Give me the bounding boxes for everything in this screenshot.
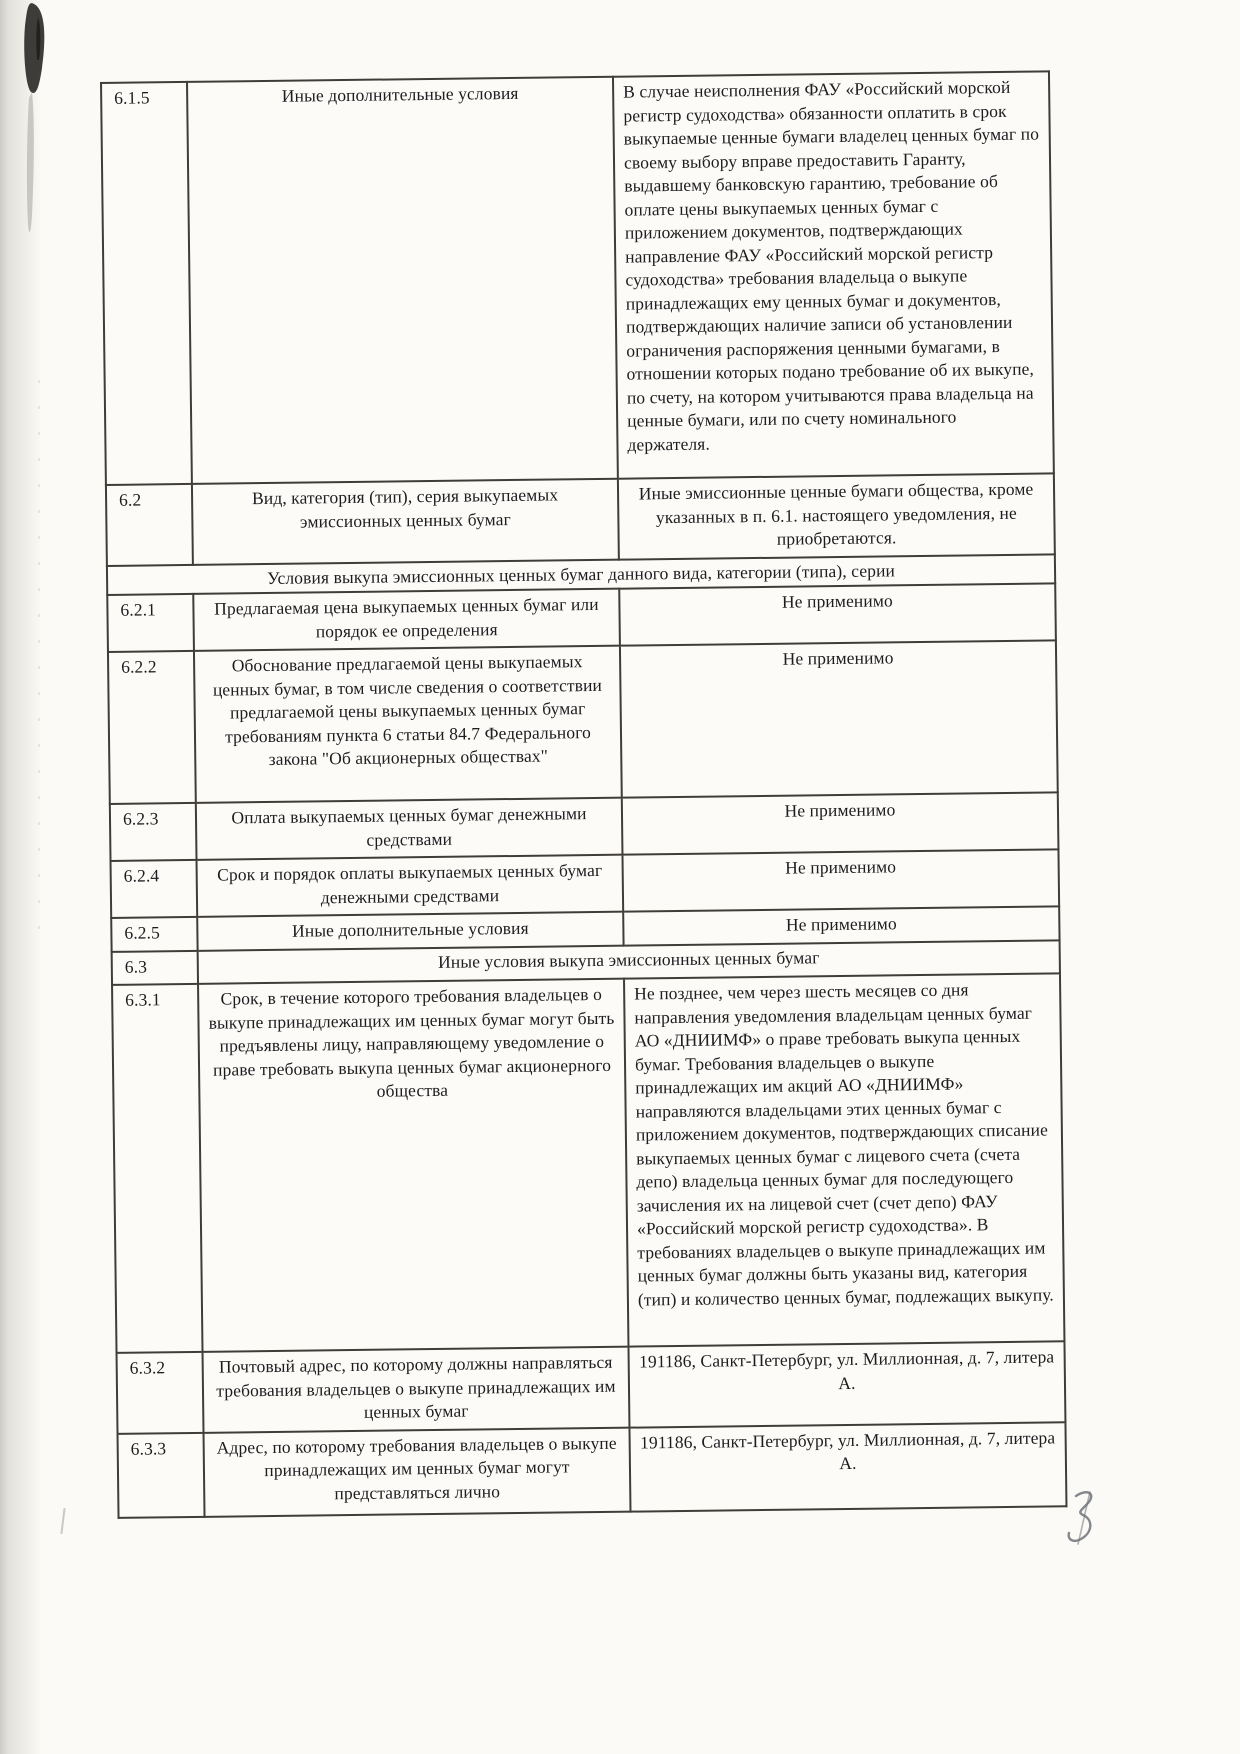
cell-label: Срок, в течение которого требования владельцев о выкупе принадлежащих им ценных бумаг могут быть предъявлены лицу, направляющему уведомление о праве требовать выкупа ценных бумаг акционерного общества — [198, 979, 628, 1352]
cell-value: Не применимо — [620, 640, 1058, 797]
cell-number: 6.2.1 — [107, 594, 194, 652]
cell-value: Иные эмиссионные ценные бумаги общества, кроме указанных в п. 6.1. настоящего уведомления, не приобретаются. — [618, 473, 1055, 559]
cell-number: 6.2.3 — [110, 803, 197, 861]
cell-label: Вид, категория (тип), серия выкупаемых эмиссионных ценных бумаг — [192, 479, 619, 565]
table-row — [108, 640, 1058, 804]
cell-label: Оплата выкупаемых ценных бумаг денежными средствами — [196, 798, 623, 860]
cell-number: 6.1.5 — [101, 82, 192, 485]
cell-label: Почтовый адрес, по которому должны направляться требования владельцев о выкупе принадлежащих им ценных бумаг — [203, 1347, 630, 1433]
ink-smudge-icon — [8, 0, 78, 250]
cell-number: 6.2.4 — [111, 860, 198, 918]
cell-number: 6.2.2 — [108, 651, 196, 804]
table-row — [101, 71, 1054, 485]
cell-value: Не применимо — [622, 849, 1059, 911]
cell-value: 191186, Санкт-Петербург, ул. Миллионная, д. 7, литера А. — [628, 1341, 1065, 1427]
document-table — [100, 70, 1067, 1518]
cell-label: Обоснование предлагаемой цены выкупаемых ценных бумаг, в том числе сведения о соответствии предлагаемой цены выкупаемых ценных бумаг требованиям пункта 6 статьи 84.7 Федерального закона "Об акционерных обществах" — [194, 646, 622, 803]
cell-number: 6.3 — [112, 950, 198, 985]
cell-value: Не применимо — [623, 906, 1059, 945]
cell-label: Адрес, по которому требования владельцев о выкупе принадлежащих им ценных бумаг могут представляться лично — [204, 1427, 631, 1516]
table-row — [112, 973, 1064, 1353]
handwritten-mark-icon — [1060, 1486, 1108, 1550]
section-header-cell: Иные условия выкупа эмиссионных ценных бумаг — [198, 940, 1060, 984]
scan-speckle-line — [38, 380, 40, 940]
cell-number: 6.2.5 — [111, 917, 197, 952]
scan-tick-mark — [60, 1508, 65, 1534]
cell-value: Не применимо — [619, 583, 1056, 645]
cell-value: Не позднее, чем через шесть месяцев со дня направления уведомления владельцам ценных бумаг АО «ДНИИМФ» о праве требовать выкупа ценных бумаг. Требования владельцев о выкупе принадлежащих им акций АО «ДНИИМФ» направляются владельцами этих ценных бумаг с приложением документов, подтверждающих списание выкупаемых ценных бумаг с лицевого счета (счета депо) владельца ценных бумаг для последующего зачисления их на лицевой счет (счет депо) ФАУ «Российский морской регистр судоходства». В требованиях владельцев о выкупе принадлежащих им ценных бумаг должны быть указаны вид, категория (тип) и количество ценных бумаг, подлежащих выкупу. — [624, 973, 1064, 1346]
table-row — [118, 1422, 1067, 1518]
cell-label: Предлагаемая цена выкупаемых ценных бумаг или порядок ее определения — [193, 589, 620, 651]
cell-value: В случае неисполнения ФАУ «Российский морской регистр судоходства» обязанности оплатить в срок выкупаемые ценные бумаги владелец ценных бумаг по своему выбору вправе предоставить Гаранту, выдавшему банковскую гарантию, требование об оплате цены выкупаемых ценных бумаг с приложением документов, подтверждающих направление ФАУ «Российский морской регистр судоходства» требования владельца о выкупе принадлежащих ему ценных бумаг и документов, подтверждающих наличие записи об установлении ограничения распоряжения ценными бумагами, в отношении которых подано требование об их выкупе, по счету, на котором учитываются права владельца на ценные бумаги, или по счету номинального держателя. — [613, 71, 1054, 478]
cell-value: 191186, Санкт-Петербург, ул. Миллионная, д. 7, литера А. — [629, 1422, 1066, 1511]
section-header-cell: Условия выкупа эмиссионных ценных бумаг данного вида, категории (типа), серии — [107, 554, 1055, 595]
table-row — [106, 473, 1055, 565]
cell-label: Срок и порядок оплаты выкупаемых ценных бумаг денежными средствами — [197, 855, 624, 917]
table-row — [117, 1341, 1066, 1433]
cell-label: Иные дополнительные условия — [187, 77, 618, 484]
cell-number: 6.3.2 — [117, 1352, 204, 1434]
cell-value: Не применимо — [622, 792, 1059, 854]
cell-label: Иные дополнительные условия — [197, 912, 623, 951]
cell-number: 6.3.3 — [118, 1432, 205, 1517]
cell-number: 6.3.1 — [112, 984, 202, 1353]
cell-number: 6.2 — [106, 484, 193, 566]
